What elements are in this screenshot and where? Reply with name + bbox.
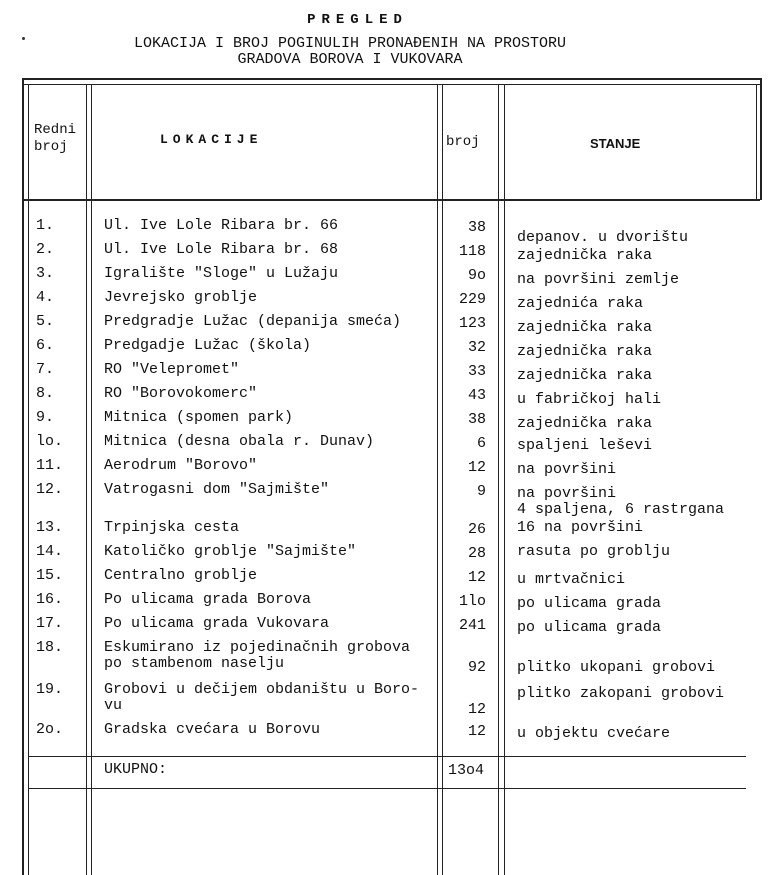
row-status: zajednića raka	[517, 295, 644, 312]
row-number: 13.	[36, 519, 64, 536]
row-location: Predgradje Lužac (depanija smeća)	[104, 313, 402, 330]
row-location: Jevrejsko groblje	[104, 289, 258, 306]
row-location: Ul. Ive Lole Ribara br. 66	[104, 217, 339, 234]
row-count: 32	[467, 339, 486, 356]
table-col-divider-3	[498, 84, 499, 875]
row-number: 2o.	[36, 721, 64, 738]
row-status: 16 na površini	[517, 519, 644, 536]
row-count: 12	[467, 569, 486, 586]
row-count: 92	[467, 659, 486, 676]
row-location: Mitnica (spomen park)	[104, 409, 294, 426]
row-number: 19.	[36, 681, 64, 698]
margin-mark	[22, 37, 25, 40]
row-number: 5.	[36, 313, 55, 330]
row-number: 17.	[36, 615, 64, 632]
row-count: 1lo	[458, 593, 486, 610]
row-number: 16.	[36, 591, 64, 608]
row-count: 6	[476, 435, 486, 452]
row-location: Ul. Ive Lole Ribara br. 68	[104, 241, 339, 258]
row-count: 26	[467, 521, 486, 538]
row-count: 118	[458, 243, 486, 260]
row-location: Po ulicama grada Borova	[104, 591, 312, 608]
row-number: 9.	[36, 409, 55, 426]
table-col-divider-1b	[91, 84, 92, 875]
row-number: 14.	[36, 543, 64, 560]
row-count: 123	[458, 315, 486, 332]
header-redni	[34, 122, 76, 156]
row-number: 3.	[36, 265, 55, 282]
row-count: 12	[467, 701, 486, 718]
row-status: zajednička raka	[517, 319, 653, 336]
header-redni-line2: broj	[34, 139, 68, 155]
row-location: Mitnica (desna obala r. Dunav)	[104, 433, 375, 450]
row-number: 6.	[36, 337, 55, 354]
row-location: RO "Velepromet"	[104, 361, 240, 378]
row-number: 7.	[36, 361, 55, 378]
row-location: Gradska cvećara u Borovu	[104, 721, 321, 738]
row-count: 28	[467, 545, 486, 562]
table-col-divider-2	[437, 84, 438, 875]
header-lokacije: LOKACIJE	[160, 132, 263, 147]
row-number: 2.	[36, 241, 55, 258]
row-location: Igralište "Sloge" u Lužaju	[104, 265, 339, 282]
header-broj: broj	[446, 134, 480, 150]
row-number: 8.	[36, 385, 55, 402]
row-location: Po ulicama grada Vukovara	[104, 615, 330, 632]
row-status: rasuta po groblju	[517, 543, 671, 560]
row-number: 4.	[36, 289, 55, 306]
row-location: Eskumirano iz pojedinačnih grobova	[104, 639, 411, 656]
table-col-divider-2b	[442, 84, 443, 875]
table-total-bottom	[28, 788, 746, 789]
row-location: Vatrogasni dom "Sajmište"	[104, 481, 330, 498]
table-header-divider	[22, 199, 760, 201]
row-count: 38	[467, 411, 486, 428]
table-border-left-inner	[28, 84, 29, 875]
row-status: spaljeni leševi	[517, 437, 653, 454]
row-count: 9o	[467, 267, 486, 284]
row-count: 43	[467, 387, 486, 404]
row-count: 33	[467, 363, 486, 380]
table-total-divider	[28, 756, 746, 757]
row-number: 11.	[36, 457, 64, 474]
table-border-right-outer	[760, 78, 762, 200]
row-location-cont: vu	[104, 697, 123, 714]
row-location: Centralno groblje	[104, 567, 258, 584]
row-status: zajednička raka	[517, 343, 653, 360]
row-count: 9	[476, 483, 486, 500]
row-location: Trpinjska cesta	[104, 519, 240, 536]
row-status: plitko zakopani grobovi	[517, 685, 725, 702]
table-border-left	[22, 78, 24, 875]
row-status-cont: 4 spaljena, 6 rastrgana	[517, 501, 725, 518]
row-count: 12	[467, 723, 486, 740]
document-subtitle-line2: GRADOVA BOROVA I VUKOVARA	[237, 51, 463, 68]
row-number: 12.	[36, 481, 64, 498]
header-redni-line1: Redni	[34, 122, 77, 138]
row-location: Aerodrum "Borovo"	[104, 457, 258, 474]
row-status: zajednička raka	[517, 247, 653, 264]
row-status: zajednička raka	[517, 415, 653, 432]
row-location: Katoličko groblje "Sajmište"	[104, 543, 357, 560]
row-location: RO "Borovokomerc"	[104, 385, 258, 402]
row-status: zajednička raka	[517, 367, 653, 384]
table-border-top	[22, 78, 760, 80]
table-border-right	[756, 84, 757, 200]
row-location: Predgadje Lužac (škola)	[104, 337, 312, 354]
row-status: na površini	[517, 461, 617, 478]
document-subtitle-line1: LOKACIJA I BROJ POGINULIH PRONAĐENIH NA PROSTORU	[133, 35, 567, 52]
row-status: u fabričkoj hali	[517, 391, 662, 408]
row-status: plitko ukopani grobovi	[517, 659, 716, 676]
row-count: 241	[458, 617, 486, 634]
table-col-divider-3b	[504, 84, 505, 875]
row-number: lo.	[36, 433, 64, 450]
table-border-top-inner	[22, 84, 760, 85]
header-stanje: STANJE	[590, 136, 641, 151]
row-location: Grobovi u dečijem obdaništu u Boro-	[104, 681, 420, 698]
row-status: po ulicama grada	[517, 595, 662, 612]
row-status: depanov. u dvorištu	[517, 229, 689, 246]
row-count: 38	[467, 219, 486, 236]
row-count: 229	[458, 291, 486, 308]
row-count: 12	[467, 459, 486, 476]
row-status: na površini zemlje	[517, 271, 680, 288]
table-col-divider-1	[86, 84, 87, 875]
row-location-cont: po stambenom naselju	[104, 655, 285, 672]
row-status: u mrtvačnici	[517, 571, 626, 588]
row-number: 15.	[36, 567, 64, 584]
row-number: 1.	[36, 217, 55, 234]
row-number: 18.	[36, 639, 64, 656]
row-status: u objektu cvećare	[517, 725, 671, 742]
total-value: 13o4	[448, 762, 485, 779]
row-status: na površini	[517, 485, 617, 502]
row-status: po ulicama grada	[517, 619, 662, 636]
document-title: PREGLED	[307, 12, 408, 28]
total-label: UKUPNO:	[104, 761, 168, 778]
